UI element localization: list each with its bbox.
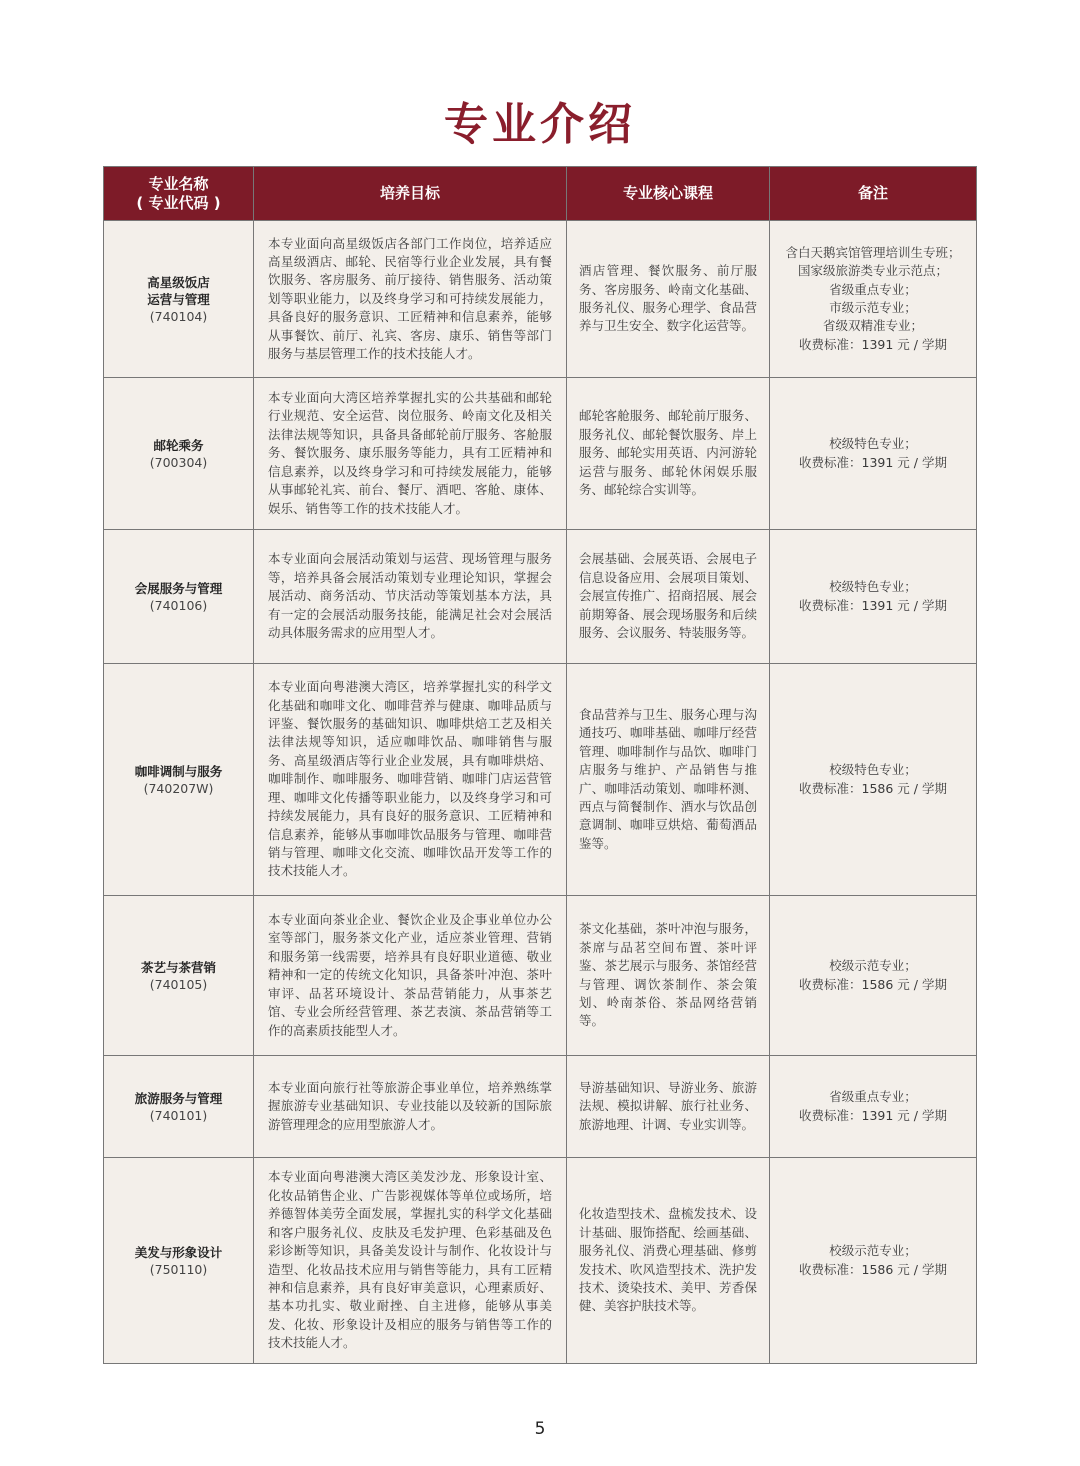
page-number: 5 <box>534 1419 546 1439</box>
table-row <box>104 378 977 530</box>
notes-cell <box>770 896 977 1056</box>
major-name: 美发与形象设计 <box>134 1244 223 1260</box>
note-line: 省级重点专业； <box>829 281 917 297</box>
note-line: 省级重点专业； <box>829 1089 917 1105</box>
header-code-label: ( 专业代码 ) <box>136 193 221 212</box>
training-goal-cell: 本专业面向粤港澳大湾区美发沙龙、形象设计室、化妆品销售企业、广告影视媒体等单位或场所，培养德智体美劳全面发展，掌握扎实的科学文化基础和客户服务礼仪、皮肤及毛发护理、色彩基础及色彩诊断等知识，具备美发设计与制作、化妆设计与造型、化妆品技术应用与销售等能力，具有工匠精神和信息素养，具有良好审美意识，心理素质好、基本功扎实、敬业耐挫、自主进修，能够从事美发、化妆、形象设计及相应的服务与销售等工作的技术技能人才。 <box>254 1158 567 1364</box>
core-courses-cell: 化妆造型技术、盘梳发技术、设计基础、服饰搭配、绘画基础、服务礼仪、消费心理基础、修剪发技术、吹风造型技术、洗护发技术、烫染技术、美甲、芳香保健、美容护肤技术等。 <box>567 1158 770 1364</box>
note-line: 市级示范专业； <box>829 300 917 315</box>
note-line: 收费标准：1391 元 / 学期 <box>799 454 947 470</box>
table-row <box>104 1056 977 1158</box>
major-code: (750110) <box>149 1261 208 1277</box>
major-name: 高星级饭店 运营与管理 <box>147 274 210 307</box>
major-name-cell <box>104 378 254 530</box>
training-goal-cell: 本专业面向粤港澳大湾区，培养掌握扎实的科学文化基础和咖啡文化、咖啡营养与健康、咖啡品质与评鉴、餐饮服务的基础知识、咖啡烘焙工艺及相关法律法规等知识，适应咖啡饮品、咖啡销售与服务、高星级酒店等行业企业发展，具有咖啡烘焙、咖啡制作、咖啡服务、咖啡营销、咖啡门店运营管理、咖啡文化传播等职业能力，以及终身学习和可持续发展能力，具有良好的服务意识、工匠精神和信息素养，能够从事咖啡饮品服务与管理、咖啡营销与管理、咖啡文化交流、咖啡饮品开发等工作的技术技能人才。 <box>254 664 567 896</box>
major-code: (740105) <box>149 976 208 992</box>
major-code: (700304) <box>149 454 208 470</box>
core-courses-cell: 导游基础知识、导游业务、旅游法规、模拟讲解、旅行社业务、旅游地理、计调、专业实训等。 <box>567 1056 770 1158</box>
note-line: 收费标准：1391 元 / 学期 <box>799 1107 947 1123</box>
page-title: 专业介绍 <box>444 99 636 150</box>
notes-cell <box>770 664 977 896</box>
core-courses-cell: 酒店管理、餐饮服务、前厅服务、客房服务、岭南文化基础、服务礼仪、服务心理学、食品营养与卫生安全、数字化运营等。 <box>567 221 770 378</box>
note-line: 校级示范专业； <box>829 958 917 974</box>
table-row <box>104 664 977 896</box>
table-row <box>104 221 977 378</box>
core-courses-cell: 食品营养与卫生、服务心理与沟通技巧、咖啡基础、咖啡厅经营管理、咖啡制作与品饮、咖啡门店服务与维护、产品销售与推广、咖啡活动策划、咖啡杯测、西点与简餐制作、酒水与饮品创意调制、咖啡豆烘焙、葡萄酒品鉴等。 <box>567 664 770 896</box>
note-line: 省级双精准专业； <box>822 318 923 334</box>
note-line: 含白天鹅宾馆管理培训生专班； <box>785 244 961 260</box>
major-name: 旅游服务与管理 <box>134 1090 223 1106</box>
note-line: 国家级旅游类专业示范点； <box>797 263 948 279</box>
notes-cell <box>770 378 977 530</box>
notes-cell <box>770 1056 977 1158</box>
notes-cell <box>770 221 977 378</box>
major-code: (740104) <box>149 308 208 324</box>
notes-cell <box>770 1158 977 1364</box>
major-code: (740101) <box>149 1107 208 1123</box>
training-goal-cell: 本专业面向会展活动策划与运营、现场管理与服务等，培养具备会展活动策划专业理论知识，掌握会展活动、商务活动、节庆活动等策划基本方法，具有一定的会展活动服务技能，能满足社会对会展活动具体服务需求的应用型人才。 <box>254 530 567 664</box>
major-code: (740106) <box>149 597 208 613</box>
note-line: 收费标准：1391 元 / 学期 <box>799 336 947 352</box>
major-name: 邮轮乘务 <box>153 437 204 453</box>
training-goal-cell: 本专业面向大湾区培养掌握扎实的公共基础和邮轮行业规范、安全运营、岗位服务、岭南文化及相关法律法规等知识，具备具备邮轮前厅服务、客舱服务、餐饮服务、康乐服务等能力，具有工匠精神和信息素养，以及终身学习和可持续发展能力，能够从事邮轮礼宾、前台、餐厅、酒吧、客舱、康体、娱乐、销售等工作的技术技能人才。 <box>254 378 567 530</box>
note-line: 校级特色专业； <box>829 436 917 452</box>
table-row <box>104 1158 977 1364</box>
training-goal-cell: 本专业面向旅行社等旅游企事业单位，培养熟练掌握旅游专业基础知识、专业技能以及较新的国际旅游管理理念的应用型旅游人才。 <box>254 1056 567 1158</box>
header-major-name <box>104 167 254 221</box>
major-name-cell <box>104 1158 254 1364</box>
major-name-cell <box>104 530 254 664</box>
note-line: 收费标准：1586 元 / 学期 <box>799 780 947 796</box>
majors-table <box>103 166 977 1364</box>
header-name-label: 专业名称 <box>148 174 209 193</box>
major-name: 会展服务与管理 <box>134 580 223 596</box>
major-name: 茶艺与茶营销 <box>140 959 216 975</box>
training-goal-cell: 本专业面向茶业企业、餐饮企业及企事业单位办公室等部门，服务茶文化产业，适应茶业管理、营销和服务第一线需要，培养具有良好职业道德、敬业精神和一定的传统文化知识，具备茶叶冲泡、茶叶审评、品茗环境设计、茶品营销能力，从事茶艺馆、专业会所经营管理、茶艺表演、茶品营销等工作的高素质技能型人才。 <box>254 896 567 1056</box>
core-courses-cell: 邮轮客舱服务、邮轮前厅服务、服务礼仪、邮轮餐饮服务、岸上服务、邮轮实用英语、内河游轮运营与服务、邮轮休闲娱乐服务、邮轮综合实训等。 <box>567 378 770 530</box>
core-courses-cell: 茶文化基础，茶叶冲泡与服务，茶席与品茗空间布置、茶叶评鉴、茶艺展示与服务、茶馆经营与管理、调饮茶制作、茶会策划、岭南茶俗、茶品网络营销等。 <box>567 896 770 1056</box>
note-line: 校级示范专业； <box>829 1243 917 1259</box>
header-courses: 专业核心课程 <box>567 167 770 221</box>
note-line: 校级特色专业； <box>829 762 917 778</box>
table-row <box>104 896 977 1056</box>
notes-cell <box>770 530 977 664</box>
note-line: 收费标准：1586 元 / 学期 <box>799 1261 947 1277</box>
core-courses-cell: 会展基础、会展英语、会展电子信息设备应用、会展项目策划、会展宣传推广、招商招展、展会前期筹备、展会现场服务和后续服务、会议服务、特装服务等。 <box>567 530 770 664</box>
major-name-cell <box>104 896 254 1056</box>
major-code: (740207W) <box>143 780 214 796</box>
note-line: 校级特色专业； <box>829 579 917 595</box>
training-goal-cell: 本专业面向高星级饭店各部门工作岗位，培养适应高星级酒店、邮轮、民宿等行业企业发展，具有餐饮服务、客房服务、前厅接待、销售服务、活动策划等职业能力，以及终身学习和可持续发展能力，具备良好的服务意识、工匠精神和信息素养，能够从事餐饮、前厅、礼宾、客房、康乐、销售等部门服务与基层管理工作的技术技能人才。 <box>254 221 567 378</box>
major-name-cell <box>104 664 254 896</box>
table-row <box>104 530 977 664</box>
note-line: 收费标准：1391 元 / 学期 <box>799 597 947 613</box>
table-body <box>104 221 977 1364</box>
major-name-cell <box>104 1056 254 1158</box>
major-name: 咖啡调制与服务 <box>134 763 223 779</box>
table-header-row <box>104 167 977 221</box>
header-goal: 培养目标 <box>254 167 567 221</box>
header-notes: 备注 <box>770 167 977 221</box>
note-line: 收费标准：1586 元 / 学期 <box>799 976 947 992</box>
major-name-cell <box>104 221 254 378</box>
